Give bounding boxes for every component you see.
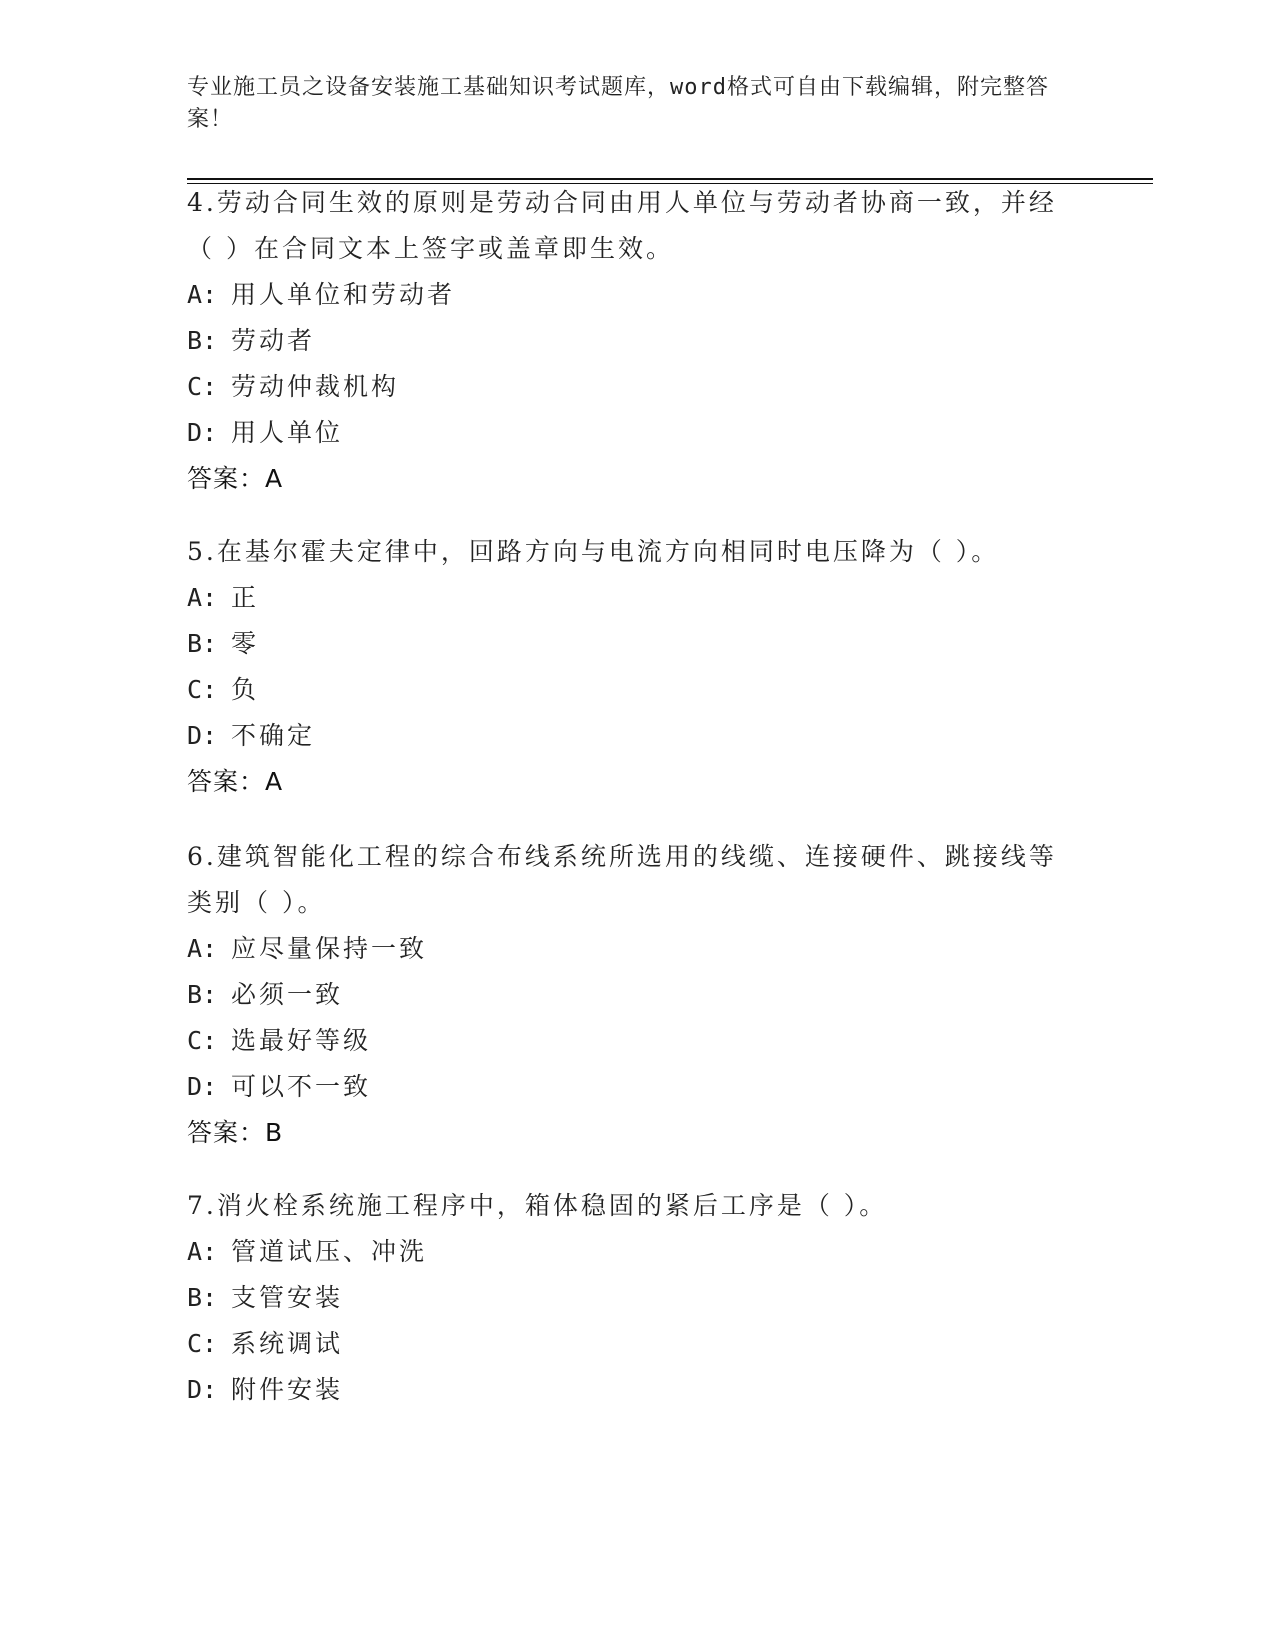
option-letter: A: <box>187 583 218 612</box>
answer-line: 答案：A <box>187 464 284 493</box>
question-7 <box>187 1183 1067 1413</box>
option-text: 用人单位和劳动者 <box>231 280 456 309</box>
option-letter: D: <box>187 1072 218 1101</box>
option-letter: B: <box>187 1283 218 1312</box>
option-b <box>187 318 1067 364</box>
answer-line: 答案：A <box>187 767 284 796</box>
option-letter: A: <box>187 934 218 963</box>
option-text: 选最好等级 <box>231 1026 372 1055</box>
option-letter: D: <box>187 1375 218 1404</box>
option-text: 管道试压、冲洗 <box>231 1237 428 1266</box>
option-text: 劳动者 <box>231 326 316 355</box>
option-letter: C: <box>187 1329 218 1358</box>
option-text: 不确定 <box>231 721 316 750</box>
option-letter: D: <box>187 418 218 447</box>
option-d <box>187 410 1067 456</box>
question-stem: 5.在基尔霍夫定律中，回路方向与电流方向相同时电压降为（ ）。 <box>187 537 1000 566</box>
document-header: 专业施工员之设备安装施工基础知识考试题库，word格式可自由下载编辑，附完整答案！ <box>187 75 1049 132</box>
option-text: 系统调试 <box>231 1329 344 1358</box>
option-b <box>187 1275 1067 1321</box>
option-letter: A: <box>187 280 218 309</box>
option-d <box>187 1367 1067 1413</box>
option-d <box>187 1064 1067 1110</box>
option-a <box>187 272 1067 318</box>
option-letter: B: <box>187 629 218 658</box>
option-letter: B: <box>187 326 218 355</box>
option-text: 支管安装 <box>231 1283 344 1312</box>
option-text: 应尽量保持一致 <box>231 934 428 963</box>
option-c <box>187 667 1067 713</box>
option-letter: C: <box>187 1026 218 1055</box>
option-d <box>187 713 1067 759</box>
option-c <box>187 1018 1067 1064</box>
option-letter: C: <box>187 372 218 401</box>
option-letter: D: <box>187 721 218 750</box>
option-c <box>187 364 1067 410</box>
option-b <box>187 972 1067 1018</box>
question-stem: 6.建筑智能化工程的综合布线系统所选用的线缆、连接硬件、跳接线等类别（ ）。 <box>187 842 1057 917</box>
option-text: 正 <box>231 583 260 612</box>
option-text: 用人单位 <box>231 418 344 447</box>
option-a <box>187 575 1067 621</box>
option-c <box>187 1321 1067 1367</box>
option-a <box>187 926 1067 972</box>
question-stem: 7.消火栓系统施工程序中，箱体稳固的紧后工序是（ ）。 <box>187 1191 888 1220</box>
option-text: 附件安装 <box>231 1375 344 1404</box>
option-text: 可以不一致 <box>231 1072 372 1101</box>
answer-line: 答案：B <box>187 1118 284 1147</box>
option-letter: A: <box>187 1237 218 1266</box>
option-text: 劳动仲裁机构 <box>231 372 400 401</box>
option-text: 零 <box>231 629 260 658</box>
question-stem: 4.劳动合同生效的原则是劳动合同由用人单位与劳动者协商一致，并经（ ）在合同文本上签字或盖章即生效。 <box>187 188 1057 263</box>
question-6 <box>187 834 1067 1156</box>
option-letter: B: <box>187 980 218 1009</box>
option-text: 负 <box>231 675 260 704</box>
question-5 <box>187 529 1067 805</box>
option-a <box>187 1229 1067 1275</box>
option-letter: C: <box>187 675 218 704</box>
option-text: 必须一致 <box>231 980 344 1009</box>
option-b <box>187 621 1067 667</box>
question-4 <box>187 180 1067 502</box>
